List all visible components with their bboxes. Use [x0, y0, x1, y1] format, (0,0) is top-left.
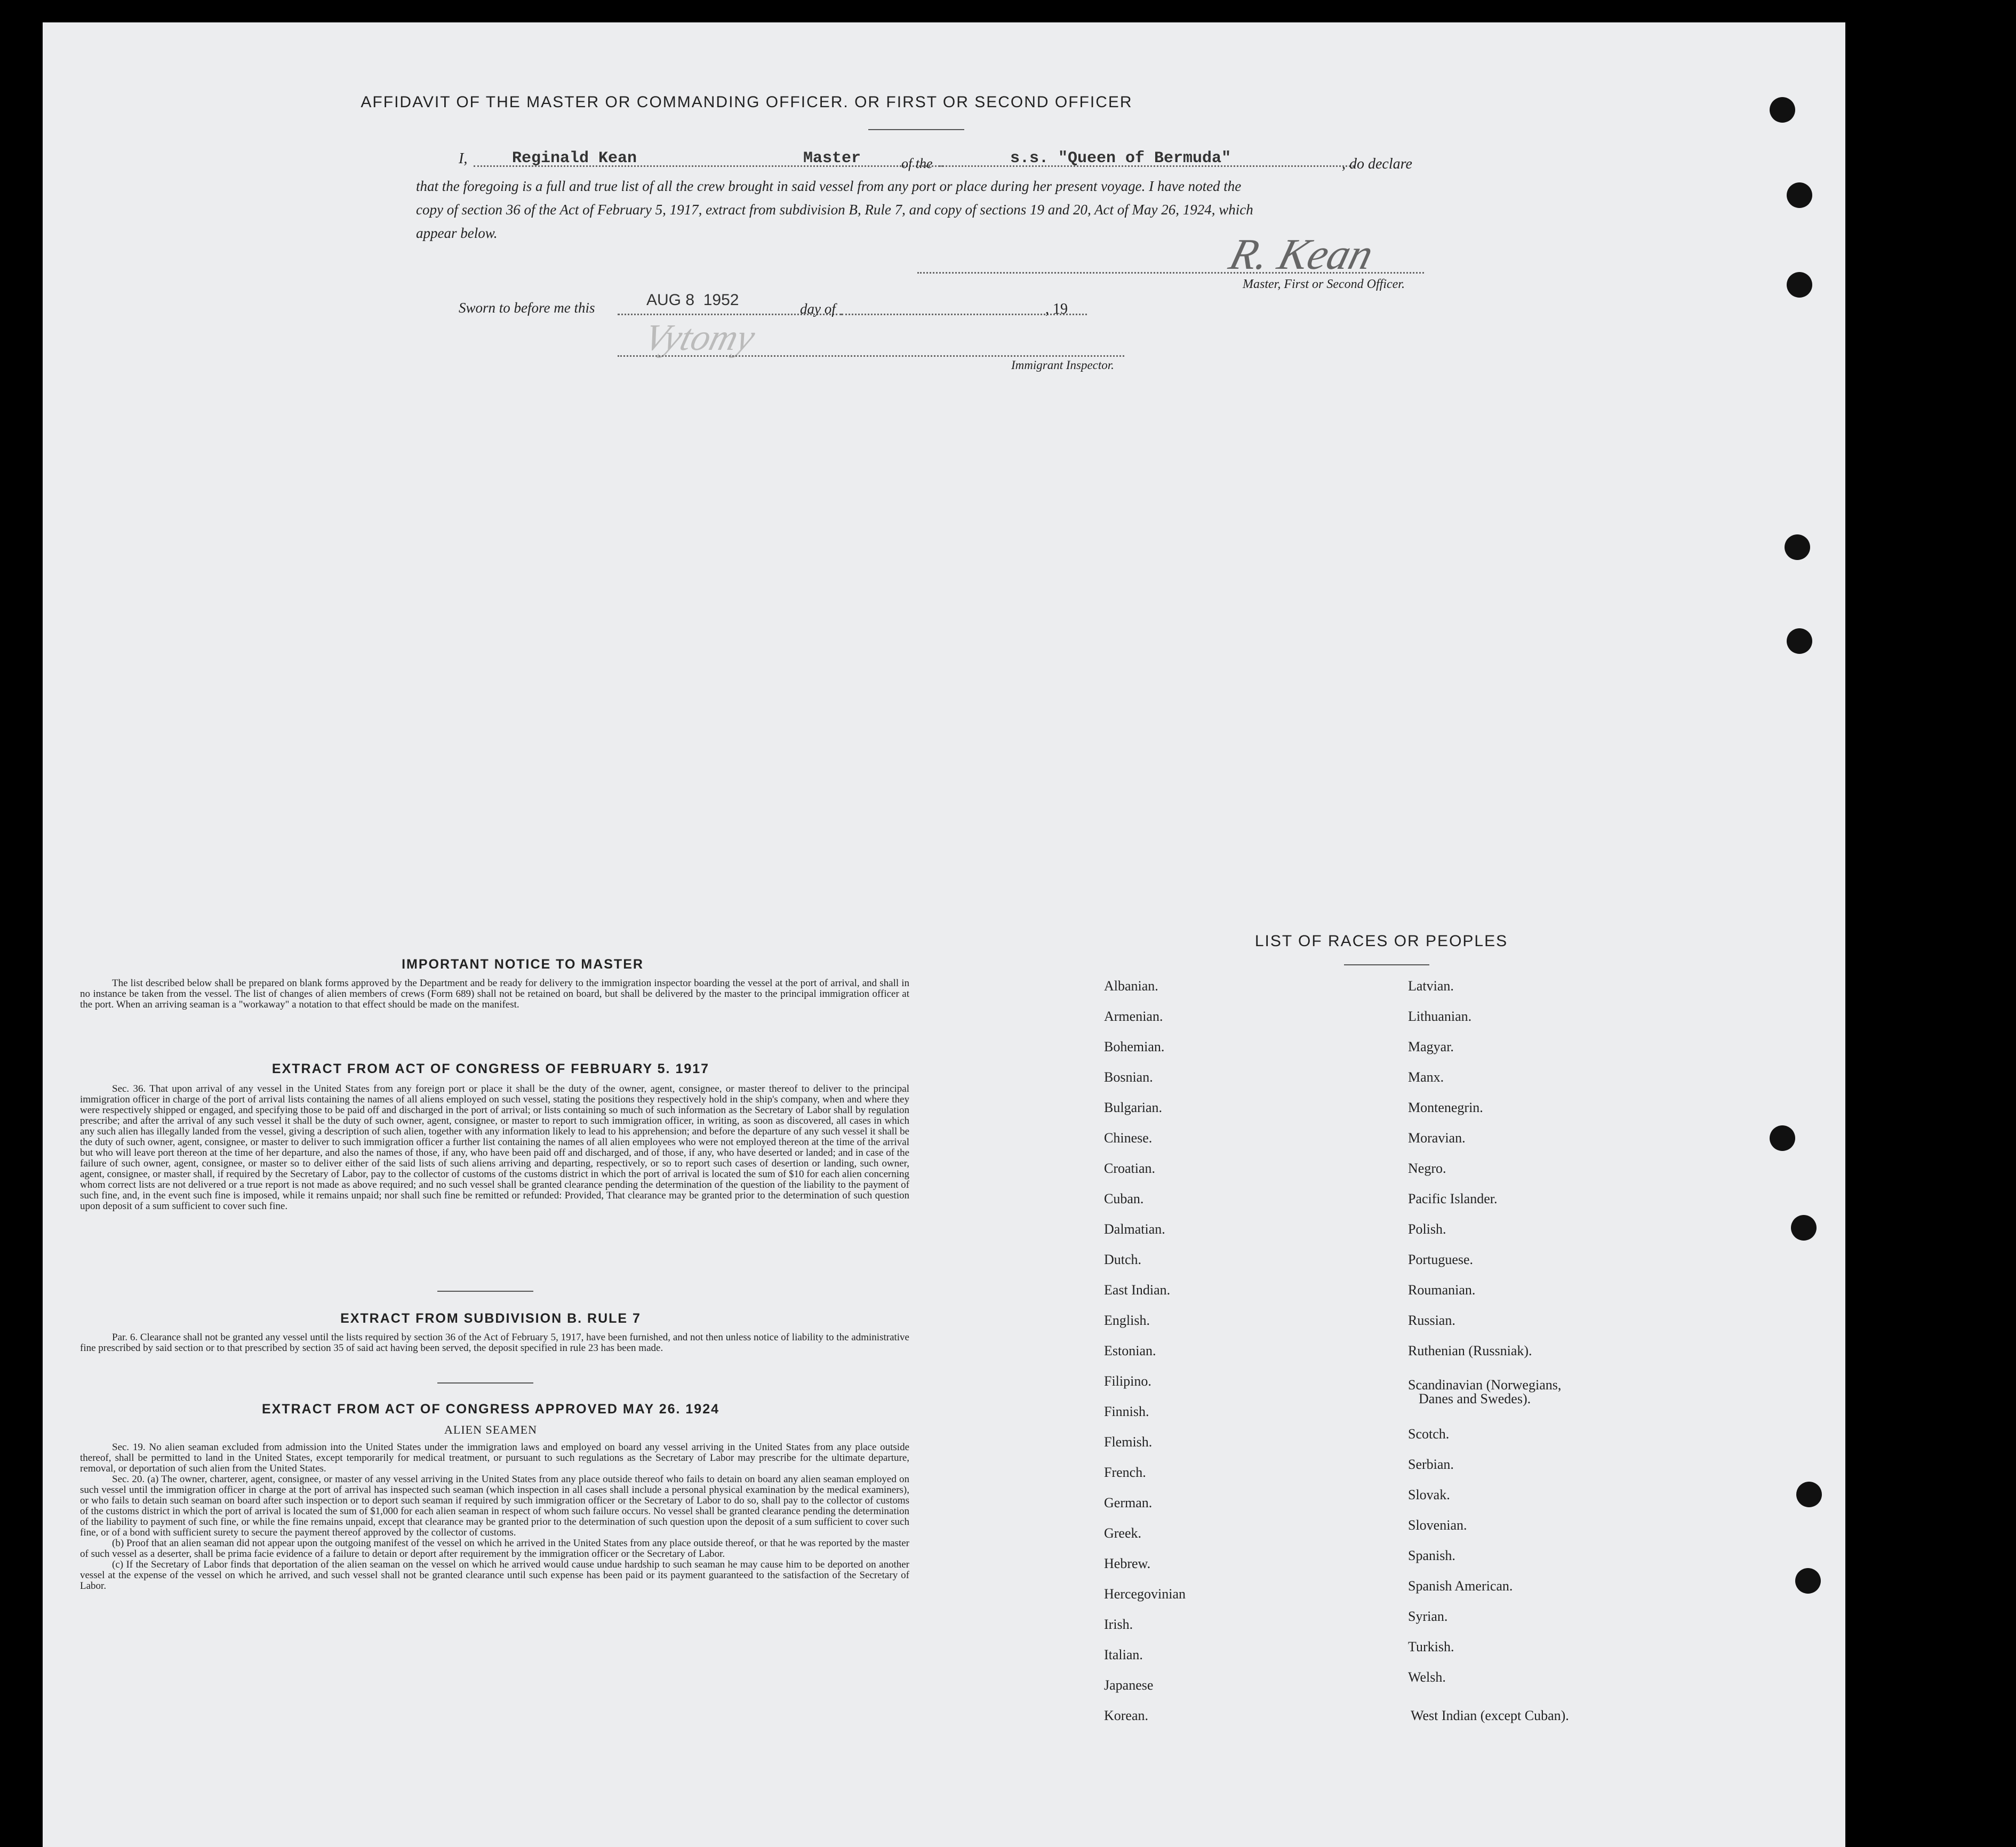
race-item: Danes and Swedes). [1419, 1391, 1531, 1406]
race-item: Flemish. [1104, 1434, 1153, 1450]
divider-rule [437, 1291, 533, 1292]
day-of-label: day of [800, 301, 836, 317]
race-item: Estonian. [1104, 1343, 1156, 1358]
race-item: Bosnian. [1104, 1069, 1153, 1085]
affidavit-line-2: that the foregoing is a full and true list of all the crew brought in said vessel from any port or place during her present voyage. I have noted the [416, 178, 1242, 194]
master-signature: R. Kean [1224, 230, 1379, 278]
affidavit-line-4: appear below. [416, 225, 498, 241]
master-rank: Master [803, 149, 861, 167]
extract-1917-title: EXTRACT FROM ACT OF CONGRESS OF FEBRUARY 5. 1917 [271, 1061, 710, 1076]
binder-hole-icon [1795, 1568, 1821, 1594]
notice-paragraph: The list described below shall be prepared on blank forms approved by the Department and be ready for delivery to the immigration inspector boarding the vessel at the port of arrival, and shall in no instance be taken from the vessel. The list of changes of alien members of crews (Form 689) shall not be retained on board, but shall be delivered by the master to the principal immigration officer at the port. When an arriving seaman is a "workaway" a notation to that effect should be made on the manifest. [80, 978, 909, 1010]
race-item: Syrian. [1408, 1609, 1448, 1624]
notice-title: IMPORTANT NOTICE TO MASTER [402, 957, 644, 972]
binder-hole-icon [1785, 534, 1810, 560]
race-item: Lithuanian. [1408, 1009, 1472, 1024]
extract-1924-body [80, 1442, 909, 1592]
binder-hole-icon [1787, 182, 1812, 208]
race-item: Filipino. [1104, 1373, 1151, 1389]
races-title-rule [1344, 964, 1429, 965]
inspector-line [618, 355, 1124, 357]
race-item: Slovak. [1408, 1487, 1450, 1502]
race-item: Turkish. [1408, 1639, 1454, 1654]
race-item: Russian. [1408, 1313, 1455, 1328]
extract-1917-body [80, 1084, 909, 1212]
race-item: Japanese [1104, 1677, 1154, 1693]
inspector-signature: Vytomy [639, 317, 759, 358]
paragraph-6: Par. 6. Clearance shall not be granted any vessel until the lists required by section 36 of the Act of February 5, 1917, have been furnished, and not then unless notice of liability to the administrative fine prescribed by said section or to that prescribed by section 35 of said act having been served, the deposit specified in rule 23 has been made. [80, 1332, 909, 1354]
affidavit-line-3: copy of section 36 of the Act of February 5, 1917, extract from subdivision B, Rule 7, and copy of sections 19 and 20, Act of May 26, 1924, which [416, 202, 1253, 218]
race-item: Manx. [1408, 1069, 1444, 1085]
race-item: Polish. [1408, 1221, 1446, 1237]
race-item: Pacific Islander. [1408, 1191, 1498, 1206]
race-item: West Indian (except Cuban). [1411, 1708, 1569, 1723]
race-item: Hercegovinian [1104, 1586, 1186, 1602]
race-item: Armenian. [1104, 1009, 1163, 1024]
rule-7-body [80, 1332, 909, 1354]
race-item: Dutch. [1104, 1252, 1142, 1267]
race-item: Dalmatian. [1104, 1221, 1165, 1237]
rule-7-title: EXTRACT FROM SUBDIVISION B. RULE 7 [340, 1311, 641, 1326]
signer-caption: Master, First or Second Officer. [1243, 277, 1405, 291]
race-item: English. [1104, 1313, 1150, 1328]
race-item: Serbian. [1408, 1457, 1454, 1472]
race-item: Montenegrin. [1408, 1100, 1483, 1115]
race-item: German. [1104, 1495, 1153, 1510]
race-item: Bulgarian. [1104, 1100, 1163, 1115]
race-item: Hebrew. [1104, 1556, 1151, 1571]
binder-hole-icon [1770, 97, 1795, 123]
notice-body [80, 978, 909, 1010]
year-prefix: , 19 [1045, 301, 1068, 317]
section-20c-paragraph: (c) If the Secretary of Labor finds that deportation of the alien seaman on the vessel on which he arrived would cause undue hardship to such seaman he may cause him to be deported on another vessel at the expense of the vessel on which he arrived, and such vessel shall not be granted clearance until such expense has been paid or its payment guaranteed to the satisfaction of the Secretary of Labor. [80, 1559, 909, 1592]
sworn-label: Sworn to before me this [459, 300, 595, 316]
race-item: French. [1104, 1465, 1146, 1480]
race-item: Albanian. [1104, 978, 1158, 994]
race-item: Magyar. [1408, 1039, 1454, 1054]
race-item: Italian. [1104, 1647, 1143, 1662]
race-item: Roumanian. [1408, 1282, 1476, 1298]
sworn-date-stamp: AUG 8 1952 [646, 291, 739, 309]
race-item: Greek. [1104, 1525, 1142, 1541]
race-item: Scandinavian (Norwegians, [1408, 1377, 1562, 1393]
of-the-label: of the [901, 156, 933, 171]
section-20b-paragraph: (b) Proof that an alien seaman did not appear upon the outgoing manifest of the vessel on which he arrived in the United States from any place outside thereof, or that he was reported by the master of such vessel as a deserter, shall be prima facie evidence of a failure to detain or deport after requirement by the immigration officer or the Secretary of Labor. [80, 1538, 909, 1560]
divider-rule [437, 1382, 533, 1384]
race-item: Scotch. [1408, 1426, 1450, 1442]
section-20a-paragraph: Sec. 20. (a) The owner, charterer, agent, consignee, or master of any vessel arriving in the United States from any place outside thereof who fails to detain on board any alien seaman employed on such vessel until the immigration officer in charge at the port of arrival has inspected such seaman (which inspection in all cases shall include a personal physical examination by the medical examiners), or who fails to detain such seaman on board after such inspection or to deport such seaman if required by such immigration officer or the Secretary of Labor to do so, shall pay to the collector of customs of the customs district in which the port of arrival is located the sum of $1,000 for each alien seaman in respect of whom such failure occurs. No vessel shall be granted clearance pending the determination of the liability to payment of such fine, or while the fine remains unpaid, except that clearance may be granted prior to the determination of such question upon the deposit of a sum sufficient to cover such fine, or of a bond with sufficient surety to secure the payment thereof approved by the collector of customs. [80, 1474, 909, 1538]
inspector-caption: Immigrant Inspector. [1011, 358, 1114, 372]
race-item: Ruthenian (Russniak). [1408, 1343, 1532, 1358]
race-item: Negro. [1408, 1161, 1446, 1176]
race-item: Cuban. [1104, 1191, 1144, 1206]
race-item: Spanish. [1408, 1548, 1455, 1563]
race-item: Spanish American. [1408, 1578, 1513, 1594]
race-item: East Indian. [1104, 1282, 1171, 1298]
race-item: Korean. [1104, 1708, 1149, 1723]
races-title: LIST OF RACES OR PEOPLES [1254, 932, 1508, 950]
title-rule [868, 129, 964, 130]
race-item: Chinese. [1104, 1130, 1153, 1146]
binder-hole-icon [1791, 1215, 1817, 1241]
document-page [43, 22, 1845, 1847]
affidavit-title: AFFIDAVIT OF THE MASTER OR COMMANDING OFFICER. OR FIRST OR SECOND OFFICER [361, 93, 1133, 111]
binder-hole-icon [1770, 1125, 1795, 1151]
vessel-name: s.s. "Queen of Bermuda" [1010, 149, 1231, 167]
alien-seamen-subtitle: ALIEN SEAMEN [444, 1423, 537, 1436]
race-item: Moravian. [1408, 1130, 1466, 1146]
binder-hole-icon [1787, 272, 1812, 298]
race-item: Bohemian. [1104, 1039, 1165, 1054]
binder-hole-icon [1796, 1482, 1822, 1507]
master-name: Reginald Kean [512, 149, 637, 167]
binder-hole-icon [1787, 628, 1812, 654]
race-item: Croatian. [1104, 1161, 1156, 1176]
race-item: Latvian. [1408, 978, 1454, 994]
race-item: Slovenian. [1408, 1517, 1467, 1533]
i-label: I, [459, 150, 468, 167]
declare-label: , do declare [1342, 156, 1412, 172]
section-19-paragraph: Sec. 19. No alien seaman excluded from admission into the United States under the immigration laws and employed on board any vessel arriving in the United States from any place outside thereof, shall be permitted to land in the United States, except temporarily for medical treatment, or pursuant to such regulations as the Secretary of Labor may prescribe for the ultimate departure, removal, or deportation of such alien from the United States. [80, 1442, 909, 1474]
race-item: Irish. [1104, 1617, 1133, 1632]
race-item: Welsh. [1408, 1669, 1446, 1685]
race-item: Portuguese. [1408, 1252, 1474, 1267]
section-36-paragraph: Sec. 36. That upon arrival of any vessel in the United States from any foreign port or place it shall be the duty of the owner, agent, consignee, or master thereof to deliver to the principal immigration officer in charge of the port of arrival lists containing the names of all aliens employed on such vessel, stating the positions they respectively hold in the ship's company, when and where they were respectively shipped or engaged, and specifying those to be paid off and discharged in the port of arrival; or lists containing so much of such information as the Secretary of Labor shall by regulation prescribe; and after the arrival of any such vessel it shall be the duty of such owner, agent, consignee, or master to report to such immigration officer, in writing, as soon as discovered, all cases in which any such alien has illegally landed from the vessel, giving a description of such alien, together with any information likely to lead to his apprehension; and before the departure of any such vessel it shall be the duty of such owner, agent, consignee, or master to deliver to such immigration officer a further list containing the names of all alien employees who were not employed thereon at the time of the arrival but who will leave port thereon at the time of her departure, and also the names of those, if any, who have been paid off and discharged, and of those, if any, who have deserted or landed; and in case of the failure of such owner, agent, consignee, or master so to deliver either of the said lists of such aliens arriving and departing, respectively, or so to report such cases of desertion or landing, such owner, agent, consignee, or master shall, if required by the Secretary of Labor, pay to the collector of customs of the customs district in which the port of arrival is located the sum of $10 for each alien concerning whom correct lists are not delivered or a true report is not made as above required; and no such vessel shall be granted clearance pending the determination of the question of the liability to the payment of such fine, and, in the event such fine is imposed, while it remains unpaid; nor shall such fine be remitted or refunded: Provided, That clearance may be granted prior to the determination of such question upon deposit of a sum sufficient to cover such fine. [80, 1083, 909, 1212]
extract-1924-title: EXTRACT FROM ACT OF CONGRESS APPROVED MAY 26. 1924 [261, 1402, 720, 1417]
race-item: Finnish. [1104, 1404, 1149, 1419]
